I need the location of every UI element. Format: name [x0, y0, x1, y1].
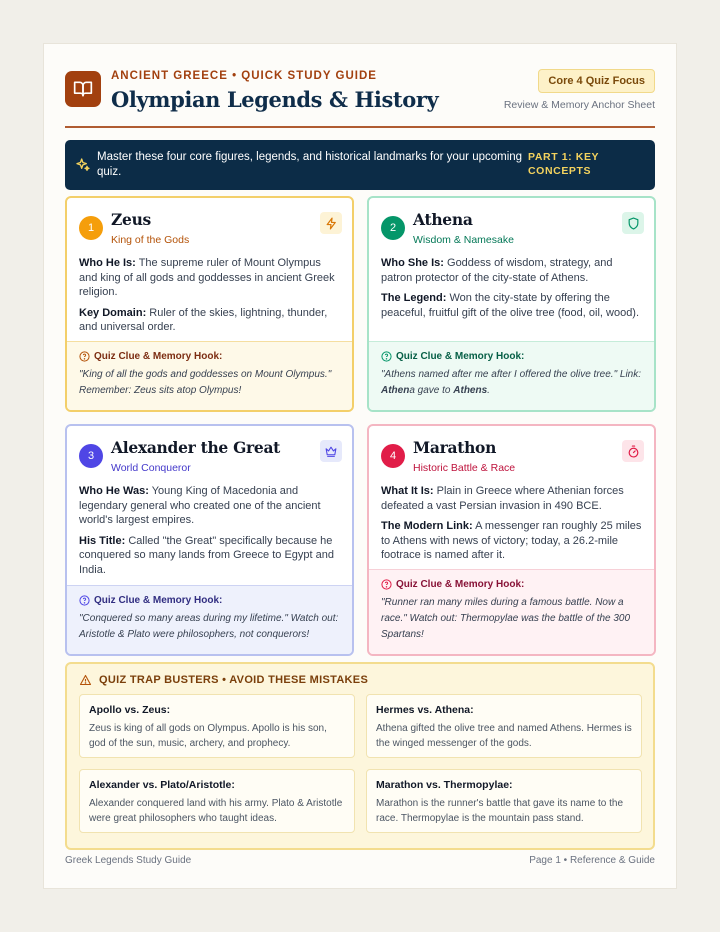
trap-item [366, 769, 642, 833]
clue-heading: Quiz Clue & Memory Hook: [94, 351, 223, 362]
trap-text: Athena gifted the olive tree and named Athens. Hermes is the winged messenger of the gods. [376, 723, 632, 749]
memory-hook-box [369, 569, 654, 654]
card-athena [367, 196, 656, 412]
card-paragraph: What It Is: Plain in Greece where Athenian forces defeated a vast Persian invasion in 490 BCE. [381, 485, 624, 512]
card-number-badge: 2 [381, 216, 405, 240]
traps-heading: QUIZ TRAP BUSTERS • AVOID THESE MISTAKES [99, 674, 369, 686]
card-subtitle: Wisdom & Namesake [413, 234, 514, 246]
lightning-icon [320, 212, 342, 234]
trap-text: Marathon is the runner's battle that gave its name to the race. Thermopylae is the mountain pass stand. [376, 798, 624, 824]
open-book-icon [65, 71, 101, 107]
trap-title: Marathon vs. Thermopylae: [376, 779, 513, 791]
clue-text: "King of all the gods and goddesses on Mount Olympus." Remember: Zeus sits atop Olympus! [79, 369, 332, 396]
memory-hook-box [369, 341, 654, 410]
card-subtitle: King of the Gods [111, 234, 190, 246]
card-number-badge: 1 [79, 216, 103, 240]
card-title: Alexander the Great [111, 438, 281, 457]
shield-icon [622, 212, 644, 234]
memory-hook-box [67, 341, 352, 410]
header-divider [65, 126, 655, 128]
trap-item [366, 694, 642, 758]
quiz-focus-badge: Core 4 Quiz Focus [538, 69, 655, 93]
card-paragraph: The Legend: Won the city-state by offering the peaceful, fruitful gift of the olive tree (food, oil, wood). [381, 292, 640, 319]
trap-text: Zeus is king of all gods on Olympus. Apollo is his son, god of the sun, music, archery, and prophecy. [89, 723, 327, 749]
card-marathon [367, 424, 656, 656]
card-paragraph: Who He Is: The supreme ruler of Mount Olympus and king of all gods and goddesses in ancient Greek religion. [79, 257, 335, 298]
trap-item [79, 769, 355, 833]
footer-left: Greek Legends Study Guide [65, 855, 192, 866]
card-paragraph: His Title: Called "the Great" specifically because he conquered so many lands from Greece to Egypt and India. [79, 534, 334, 576]
card-title: Marathon [413, 438, 497, 457]
help-circle-icon [381, 579, 392, 590]
page-footer [65, 855, 655, 866]
study-guide-page [43, 43, 677, 889]
footer-right: Page 1 • Reference & Guide [529, 855, 655, 866]
crown-icon [320, 440, 342, 462]
memory-hook-box [67, 585, 352, 654]
quiz-trap-busters [65, 662, 655, 850]
trap-title: Alexander vs. Plato/Aristotle: [89, 779, 235, 791]
page-header [65, 68, 655, 126]
trap-item [79, 694, 355, 758]
card-title: Athena [413, 210, 473, 229]
header-subtitle: Review & Memory Anchor Sheet [503, 99, 655, 111]
card-number-badge: 3 [79, 444, 103, 468]
card-paragraph: The Modern Link: A messenger ran roughly 25 miles to Athens with news of victory; today, a 26.2-mile footrace is named after it. [381, 520, 642, 561]
page-title: Olympian Legends & History [111, 87, 439, 112]
help-circle-icon [79, 351, 90, 362]
concept-cards [65, 196, 655, 656]
card-title: Zeus [111, 210, 151, 229]
clue-text: "Runner ran many miles during a famous battle. Now a race." Watch out: Thermopylae was the battle of the 300 Spartans! [381, 597, 631, 640]
clue-heading: Quiz Clue & Memory Hook: [396, 579, 525, 590]
card-number-badge: 4 [381, 444, 405, 468]
trap-title: Apollo vs. Zeus: [89, 704, 171, 716]
card-alexander [65, 424, 354, 656]
banner-text: Master these four core figures, legends, and historical landmarks for your upcoming quiz. [97, 151, 523, 178]
card-subtitle: Historic Battle & Race [413, 462, 516, 474]
clue-heading: Quiz Clue & Memory Hook: [396, 351, 525, 362]
banner-part-label: PART 1: KEY CONCEPTS [528, 151, 599, 177]
card-zeus [65, 196, 354, 412]
clue-text: "Athens named after me after I offered the olive tree." Link: Athena gave to Athens. [381, 369, 642, 396]
trap-title: Hermes vs. Athena: [376, 704, 474, 716]
help-circle-icon [381, 351, 392, 362]
help-circle-icon [79, 595, 90, 606]
card-paragraph: Who She Is: Goddess of wisdom, strategy, and patron protector of the city-state of Athens. [381, 257, 613, 284]
card-paragraph: Key Domain: Ruler of the skies, lightning, thunder, and universal order. [79, 306, 328, 333]
sparkles-icon [75, 157, 91, 173]
stopwatch-icon [622, 440, 644, 462]
clue-heading: Quiz Clue & Memory Hook: [94, 595, 223, 606]
trap-text: Alexander conquered land with his army. Plato & Aristotle were great philosophers who taught ideas. [89, 798, 343, 824]
header-kicker: ANCIENT GREECE • QUICK STUDY GUIDE [111, 70, 377, 82]
clue-text: "Conquered so many areas during my lifetime." Watch out: Aristotle & Plato were philosophers, not conquerors! [79, 613, 339, 640]
card-subtitle: World Conqueror [111, 462, 191, 474]
card-paragraph: Who He Was: Young King of Macedonia and legendary general who created one of the ancient world's largest empires. [79, 485, 321, 526]
intro-banner [65, 140, 655, 190]
warning-icon [79, 674, 92, 686]
